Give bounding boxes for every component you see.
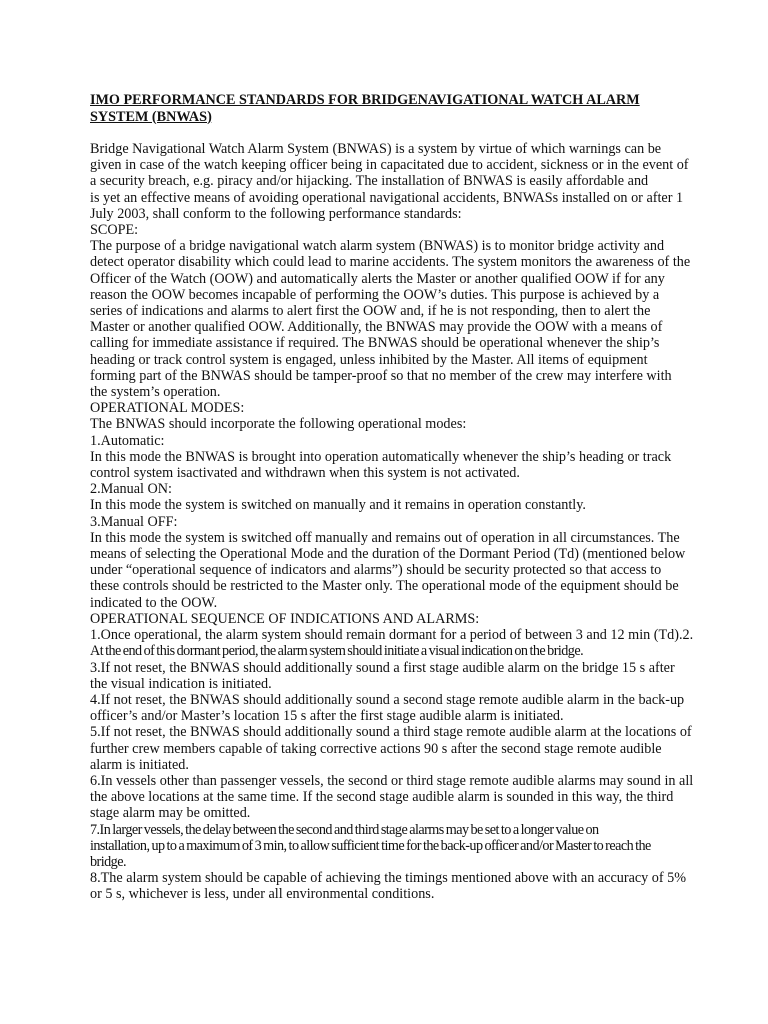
document-page	[90, 92, 694, 903]
document-line: The purpose of a bridge navigational watch alarm system (BNWAS) is to monitor bridge activity and	[90, 238, 665, 255]
document-body	[90, 141, 694, 903]
document-line: installation, up to a maximum of 3 min, to allow sufficient time for the back-up officer and/or Master to reach the	[90, 837, 651, 854]
document-line: or 5 s, whichever is less, under all environmental conditions.	[90, 886, 435, 903]
document-line: OPERATIONAL MODES:	[90, 400, 245, 417]
document-line: Bridge Navigational Watch Alarm System (BNWAS) is a system by virtue of which warnings can be	[90, 141, 662, 157]
document-line: is yet an effective means of avoiding operational navigational accidents, BNWASs installed on or after 1	[90, 189, 684, 206]
document-line: alarm is initiated.	[90, 756, 189, 773]
document-line: In this mode the system is switched on manually and it remains in operation constantly.	[90, 497, 586, 514]
document-line: The BNWAS should incorporate the following operational modes:	[90, 416, 467, 433]
document-line: SCOPE:	[90, 222, 139, 239]
document-line: 1.Once operational, the alarm system should remain dormant for a period of between 3 and 12 min (Td).2.	[90, 627, 694, 644]
document-line: heading or track control system is engaged, unless inhibited by the Master. All items of equipment	[90, 351, 648, 368]
document-line: 6.In vessels other than passenger vessels, the second or third stage remote audible alarms may sound in all	[90, 772, 694, 789]
document-line: control system isactivated and withdrawn when this system is not activated.	[90, 465, 520, 482]
document-line: calling for immediate assistance if required. The BNWAS should be operational whenever the ship’s	[90, 335, 660, 352]
document-line: 7.In larger vessels, the delay between the second and third stage alarms may be set to a longer value on	[90, 821, 599, 838]
document-line: indicated to the OOW.	[90, 594, 218, 611]
document-line: reason the OOW becomes incapable of performing the OOW’s duties. This purpose is achieved by a	[90, 286, 660, 303]
document-line: forming part of the BNWAS should be tamper-proof so that no member of the crew may interfere with	[90, 367, 672, 384]
document-line: given in case of the watch keeping officer being in capacitated due to accident, sickness or in the event of	[90, 157, 689, 174]
document-line: In this mode the system is switched off manually and remains out of operation in all circumstances. The	[90, 529, 680, 546]
document-line: At the end of this dormant period, the alarm system should initiate a visual indication on the bridge.	[90, 643, 584, 660]
document-line: bridge.	[90, 853, 126, 870]
document-line: series of indications and alarms to alert first the OOW and, if he is not responding, then to alert the	[90, 303, 651, 320]
document-line: 2.Manual ON:	[90, 481, 172, 498]
document-line: officer’s and/or Master’s location 15 s after the first stage audible alarm is initiated.	[90, 708, 564, 725]
document-line: means of selecting the Operational Mode and the duration of the Dormant Period (Td) (mentioned below	[90, 546, 686, 563]
document-line: the above locations at the same time. If the second stage audible alarm is sounded in this way, the third	[90, 789, 674, 806]
document-line: July 2003, shall conform to the following performance standards:	[90, 205, 462, 222]
document-line: detect operator disability which could lead to marine accidents. The system monitors the awareness of the	[90, 254, 691, 271]
document-line: In this mode the BNWAS is brought into operation automatically whenever the ship’s heading or track	[90, 448, 672, 465]
document-line: 8.The alarm system should be capable of achieving the timings mentioned above with an accuracy of 5%	[90, 870, 687, 887]
document-line: Officer of the Watch (OOW) and automatically alerts the Master or another qualified OOW if for any	[90, 270, 665, 287]
document-line: stage alarm may be omitted.	[90, 805, 251, 822]
document-line: OPERATIONAL SEQUENCE OF INDICATIONS AND ALARMS:	[90, 610, 480, 627]
document-line: further crew members capable of taking corrective actions 90 s after the second stage remote audible	[90, 740, 662, 757]
document-line: 3.If not reset, the BNWAS should additionally sound a first stage audible alarm on the bridge 15 s after	[90, 659, 675, 676]
document-line: Master or another qualified OOW. Additionally, the BNWAS may provide the OOW with a means of	[90, 319, 663, 336]
document-line: the visual indication is initiated.	[90, 675, 272, 692]
document-line: 5.If not reset, the BNWAS should additionally sound a third stage remote audible alarm at the locations of	[90, 724, 692, 741]
document-line: the system’s operation.	[90, 384, 221, 401]
document-line: a security breach, e.g. piracy and/or hijacking. The installation of BNWAS is easily affordable and	[90, 173, 649, 190]
document-line: these controls should be restricted to the Master only. The operational mode of the equipment should be	[90, 578, 679, 595]
document-title: IMO PERFORMANCE STANDARDS FOR BRIDGENAVIGATIONAL WATCH ALARM SYSTEM (BNWAS)	[90, 92, 640, 125]
document-line: 3.Manual OFF:	[90, 513, 178, 530]
document-line: under “operational sequence of indicators and alarms”) should be security protected so that access to	[90, 562, 662, 579]
document-line: 4.If not reset, the BNWAS should additionally sound a second stage remote audible alarm in the back-up	[90, 691, 685, 708]
document-line: 1.Automatic:	[90, 432, 165, 449]
